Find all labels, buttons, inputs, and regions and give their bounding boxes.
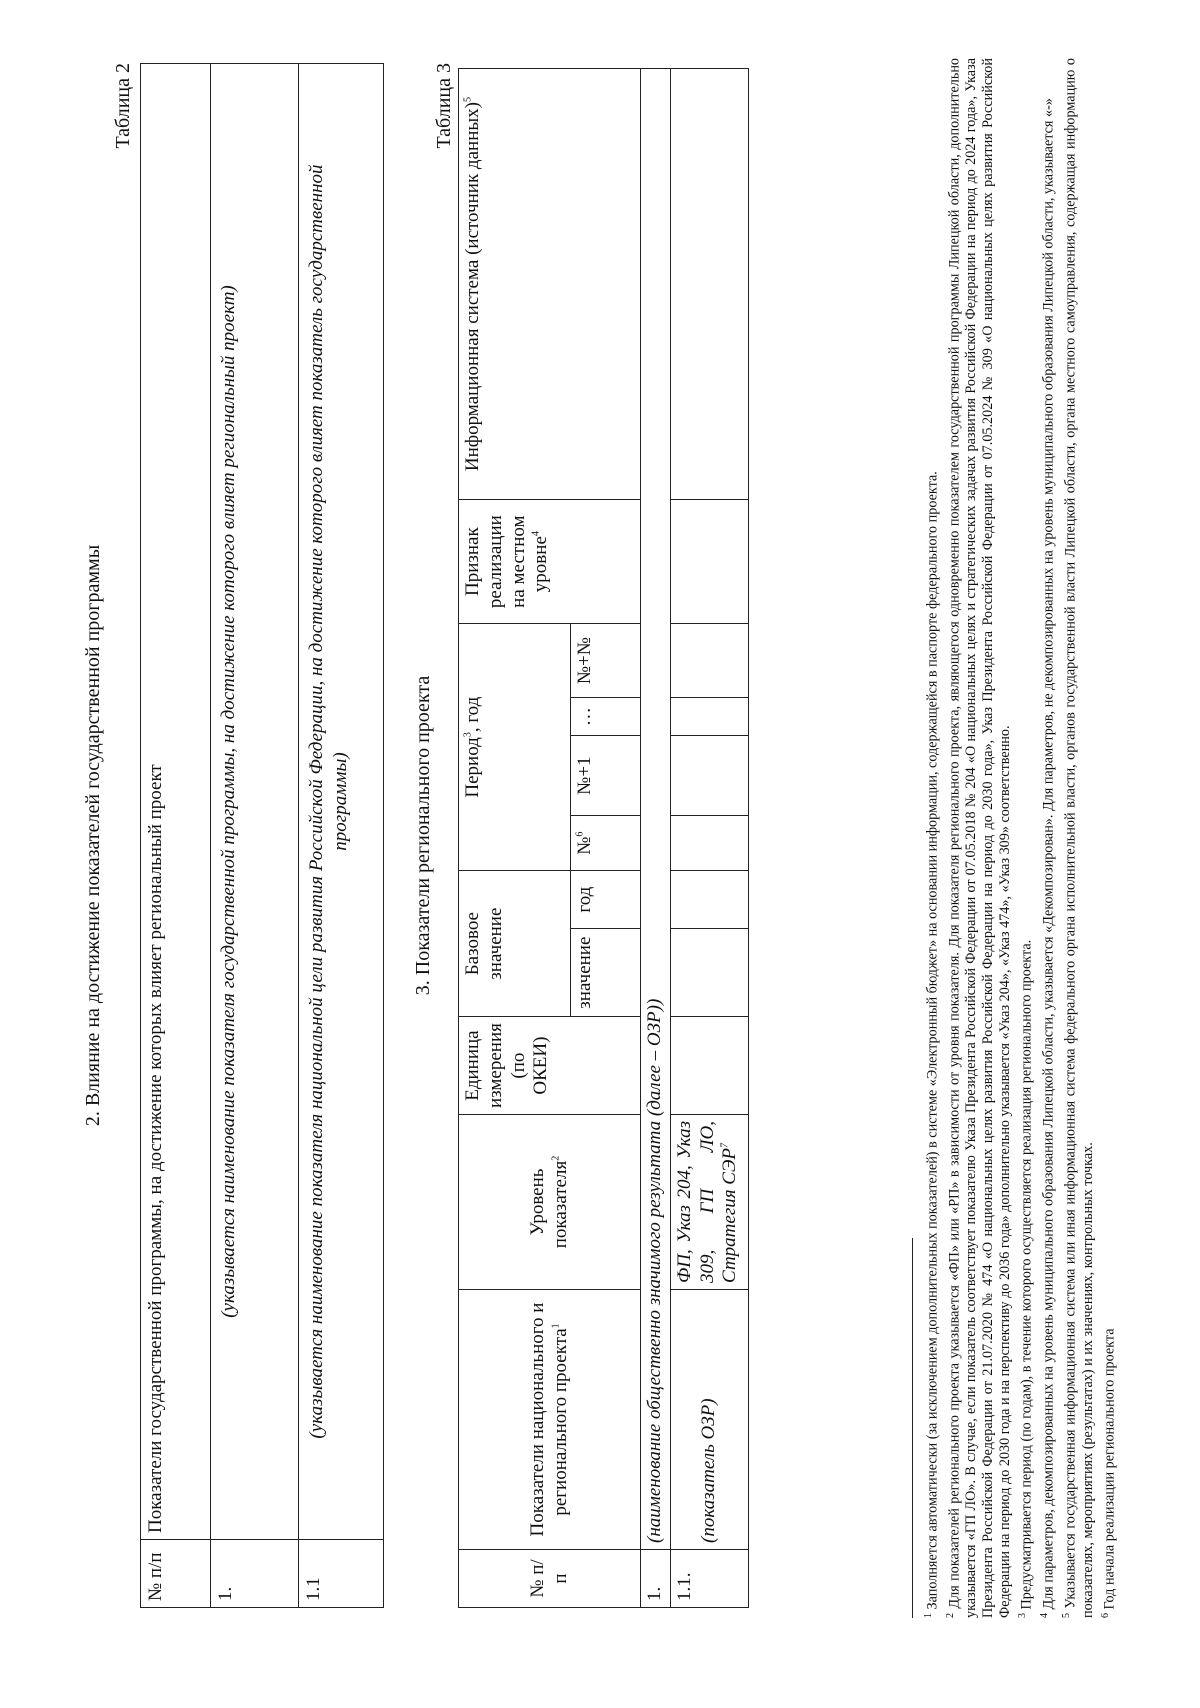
- table3-col-p4: №+№: [571, 624, 641, 698]
- table3-col-period: Период$^3$, год: [459, 624, 571, 871]
- table2-header-row: [141, 64, 211, 1608]
- table3-col-p2: №+1: [571, 736, 641, 816]
- table3-col-no: № п/п: [459, 1550, 641, 1608]
- table-cell: [670, 1017, 748, 1115]
- footnote-1: $^1$ Заполняется автоматически (за исключением дополнительных показателей) в системе «Электронный бюджет» на основании информации, содержащейся в паспорте федерального проекта.: [923, 471, 941, 1618]
- table-row: [670, 69, 748, 1608]
- table3-row2-no: 1.1.: [670, 1550, 748, 1608]
- table3-header-row: [459, 69, 571, 1608]
- table3-col-info: Информационная система (источник данных)$^5$: [459, 69, 641, 500]
- table3-label: Таблица 3: [433, 63, 455, 149]
- table3-col-local: Признак реализации на местном уровне$^4$: [459, 500, 641, 624]
- table3-col-base-value: значение: [571, 929, 641, 1017]
- footnote-5: $^5$ Указывается государственная информационная система или иная информационная система федерального органа исполнительной власти, органов государственной власти Липецкой области, органа местного самоуправления, содержащая информацию о показателях, мероприятиях (результатах) и их значениях, контрольных точках.: [1060, 58, 1096, 1618]
- table2-row1-no: 1.: [211, 1540, 299, 1608]
- table-cell: [670, 871, 748, 929]
- table2-row2-text: (указывается наименование показателя национальной цели развития Российской Федерации, на достижение которого влияет показатель государственной программы): [299, 64, 384, 1540]
- table-cell: [670, 816, 748, 871]
- table-row: [211, 64, 299, 1608]
- footnote-6: $^6$ Год начала реализации регионального проекта: [1099, 1328, 1118, 1618]
- table-cell: [670, 929, 748, 1017]
- table-cell: [670, 69, 748, 500]
- table-2: [140, 63, 384, 1608]
- table3-row2-level: ФП, Указ 204, Указ 309, ГП ЛО, Стратегия СЭР$^7$: [670, 1115, 748, 1290]
- table3-col-p1: №$^6$: [571, 816, 641, 871]
- footnote-4: $^4$ Для параметров, декомпозированных на уровень муниципального образования Липецкой области, указывается «Декомпозирован». Для параметров, не декомпозированных на уровень муниципального образования Липецкой области, указывается «-»: [1039, 98, 1057, 1618]
- table3-row1-no: 1.: [641, 1550, 671, 1608]
- footnotes: [920, 58, 1118, 1618]
- section3-title: 3. Показатели регионального проекта: [412, 675, 434, 996]
- table-cell: [670, 624, 748, 698]
- table3-col-level: Уровень показателя$^2$: [459, 1115, 641, 1290]
- table-cell: [670, 736, 748, 816]
- section2-title: 2. Влияние на достижение показателей государственной программы: [82, 544, 104, 1127]
- table2-col-no: № п/п: [141, 1540, 211, 1608]
- table2-row1-text: (указывается наименование показателя государственной программы, на достижение которого влияет региональный проект): [211, 64, 299, 1540]
- table3-col-base: Базовое значение: [459, 871, 571, 1017]
- table3-row1-text: (наименование общественно значимого результата (далее – ОЗР)): [641, 69, 671, 1550]
- table-row: [299, 64, 384, 1608]
- table3-row2-text: (показатель ОЗР): [670, 1290, 748, 1550]
- table2-col-indicators: Показатели государственной программы, на достижение которых влияет региональный проект: [141, 64, 211, 1540]
- table-cell: [670, 500, 748, 624]
- table2-row2-no: 1.1: [299, 1540, 384, 1608]
- footnote-3: $^3$ Предусматривается период (по годам), в течение которого осуществляется реализация регионального проекта.: [1017, 939, 1036, 1618]
- table-cell: [670, 698, 748, 736]
- table3-col-indicators: Показатели национального и регионального проекта$^1$: [459, 1290, 641, 1550]
- table3-col-p3: …: [571, 698, 641, 736]
- footnote-divider: [912, 1238, 913, 1618]
- table3-col-base-year: год: [571, 871, 641, 929]
- table-3: [458, 68, 749, 1608]
- table2-label: Таблица 2: [112, 63, 134, 149]
- table-row: [641, 69, 671, 1608]
- table3-col-unit: Единица измерения (по ОКЕИ): [459, 1017, 641, 1115]
- footnote-2: $^2$ Для показателей регионального проекта указывается «ФП» или «РП» в зависимости от уровня показателя. Для показателя регионального проекта, являющегося одновременно показателем государственной программы Липецкой области, дополнительно указывается «ГП ЛО». В случае, если показатель соответствует показателю Указа Президента Российской Федерации от 07.05.2018 № 204 «О национальных целях и стратегических задачах развития Российской Федерации на период до 2024 года», Указа Президента Российской Федерации от 21.07.2020 № 474 «О национальных целях развития Российской Федерации на период до 2030 года», Указ Президента Российской Федерации от 07.05.2024 № 309 «О национальных целях развития Российской Федерации на период до 2030 года и на перспективу до 2036 года» дополнительно указывается «Указ 204», «Указ 474», «Указ 309» соответственно.: [944, 57, 1014, 1618]
